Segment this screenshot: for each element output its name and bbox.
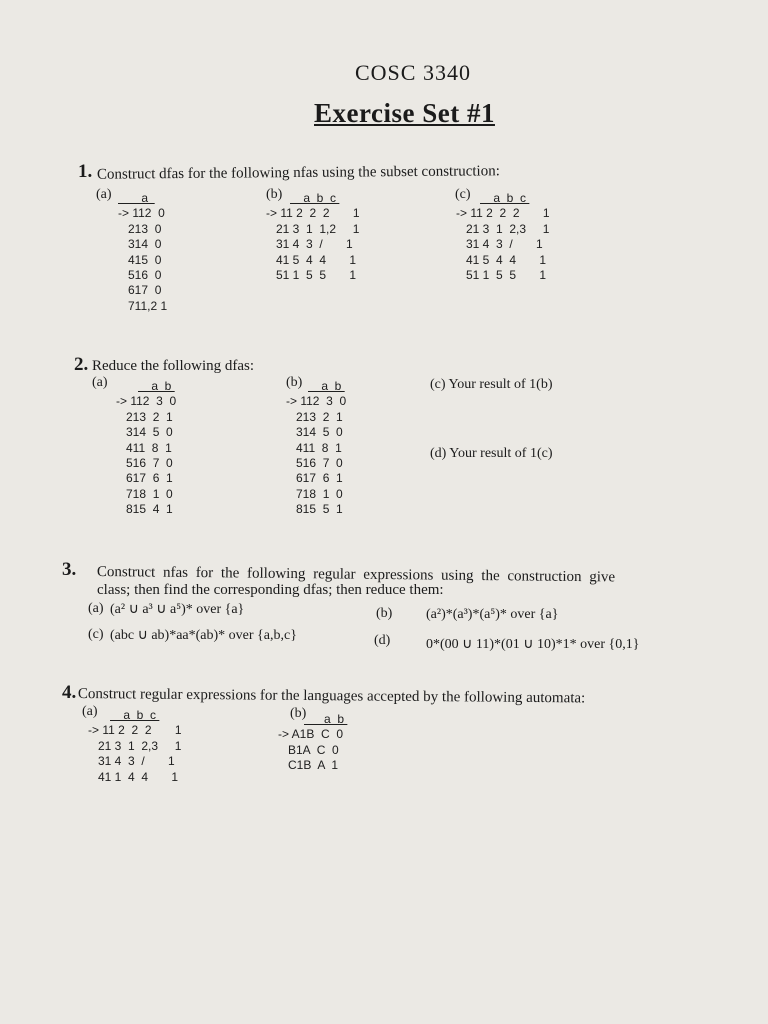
part-label: (b) — [290, 706, 307, 721]
expr-label: (d) — [374, 633, 391, 648]
question-number: 2. — [74, 354, 89, 375]
transition-table — [116, 379, 176, 518]
table-row: 213 0 — [118, 221, 162, 236]
table-row: 411 8 1 — [286, 440, 342, 455]
table-header: a b — [304, 712, 348, 726]
note-c: (c) Your result of 1(b) — [430, 377, 553, 392]
part-label: (c) — [455, 187, 471, 202]
table-row: 711,2 1 — [118, 298, 168, 313]
question-text-continued: class; then find the corresponding dfas; then reduce them: — [97, 582, 444, 598]
table-row: 21 3 1 2,3 1 — [88, 738, 182, 753]
table-header: a b — [308, 379, 345, 393]
table-row: 51 1 5 5 1 — [266, 268, 357, 283]
course-code: COSC 3340 — [355, 60, 471, 85]
expr-label: (b) — [376, 606, 393, 621]
part-label: (a) — [82, 704, 98, 719]
expr-label: (a) — [88, 601, 104, 616]
table-row: 314 5 0 — [116, 425, 173, 440]
page-title: Exercise Set #1 — [314, 98, 495, 128]
question-text: Construct nfas for the following regular expressions using the construction give — [96, 564, 616, 586]
transition-table — [118, 191, 167, 314]
table-row: 31 4 3 / 1 — [456, 237, 543, 252]
question-number: 1. — [78, 161, 93, 182]
table-row: 815 5 1 — [286, 502, 343, 517]
table-row: 213 2 1 — [116, 409, 173, 424]
table-row: 617 0 — [118, 283, 162, 298]
table-header: a b c — [480, 191, 530, 205]
table-row: 41 5 4 4 1 — [456, 252, 547, 267]
table-row: 41 1 4 4 1 — [88, 769, 179, 784]
table-header: a b c — [110, 708, 160, 722]
note-d: (d) Your result of 1(c) — [430, 446, 553, 461]
table-row: 411 8 1 — [116, 440, 172, 455]
table-row: 815 4 1 — [116, 502, 173, 517]
table-header: a b — [138, 379, 175, 393]
expr-label: (c) — [88, 627, 104, 642]
question-text: Construct dfas for the following nfas using the subset construction: — [96, 163, 500, 183]
table-row: 314 0 — [118, 237, 162, 252]
part-label: (a) — [96, 187, 112, 202]
question-text: Construct regular expressions for the languages accepted by the following automata: — [77, 686, 586, 707]
table-row: 718 1 0 — [116, 486, 173, 501]
transition-table — [88, 708, 182, 785]
table-row: B1A C 0 — [278, 742, 339, 757]
table-row: 516 7 0 — [286, 456, 343, 471]
table-row: -> 11 2 2 2 1 — [456, 206, 550, 221]
table-header: a b c — [290, 191, 340, 205]
table-row: 21 3 1 1,2 1 — [266, 221, 360, 236]
transition-table — [286, 379, 346, 518]
question-number: 4. — [62, 682, 77, 703]
table-row: 415 0 — [118, 252, 162, 267]
table-row: -> 112 3 0 — [116, 394, 177, 409]
transition-table — [266, 191, 360, 283]
expr-text: (a² ∪ a³ ∪ a⁵)* over {a} — [110, 602, 245, 617]
table-row: -> 11 2 2 2 1 — [88, 723, 182, 738]
question-text: Reduce the following dfas: — [92, 358, 255, 374]
table-row: 314 5 0 — [286, 425, 343, 440]
table-row: 31 4 3 / 1 — [266, 237, 353, 252]
expr-text: (abc ∪ ab)*aa*(ab)* over {a,b,c} — [110, 628, 297, 643]
part-label: (a) — [92, 375, 108, 390]
expr-text: 0*(00 ∪ 11)*(01 ∪ 10)*1* over {0,1} — [426, 637, 640, 652]
table-row: 617 6 1 — [286, 471, 343, 486]
table-row: 516 7 0 — [116, 456, 173, 471]
transition-table — [456, 191, 550, 283]
table-row: 718 1 0 — [286, 486, 343, 501]
expr-text: (a²)*(a³)*(a⁵)* over {a} — [426, 607, 559, 622]
table-row: -> 112 0 — [118, 206, 165, 221]
question-number: 3. — [62, 559, 77, 580]
table-row: 41 5 4 4 1 — [266, 252, 357, 267]
table-header: a — [118, 191, 155, 205]
part-label: (b) — [286, 375, 303, 390]
table-row: 617 6 1 — [116, 471, 173, 486]
table-row: 213 2 1 — [286, 409, 343, 424]
table-row: C1B A 1 — [278, 758, 339, 773]
table-row: -> 11 2 2 2 1 — [266, 206, 360, 221]
transition-table — [278, 712, 347, 774]
table-row: 31 4 3 / 1 — [88, 754, 175, 769]
part-label: (b) — [266, 187, 283, 202]
table-row: 516 0 — [118, 268, 162, 283]
table-row: -> 112 3 0 — [286, 394, 347, 409]
table-row: 51 1 5 5 1 — [456, 268, 547, 283]
table-row: 21 3 1 2,3 1 — [456, 221, 550, 236]
table-row: -> A1B C 0 — [278, 727, 344, 742]
